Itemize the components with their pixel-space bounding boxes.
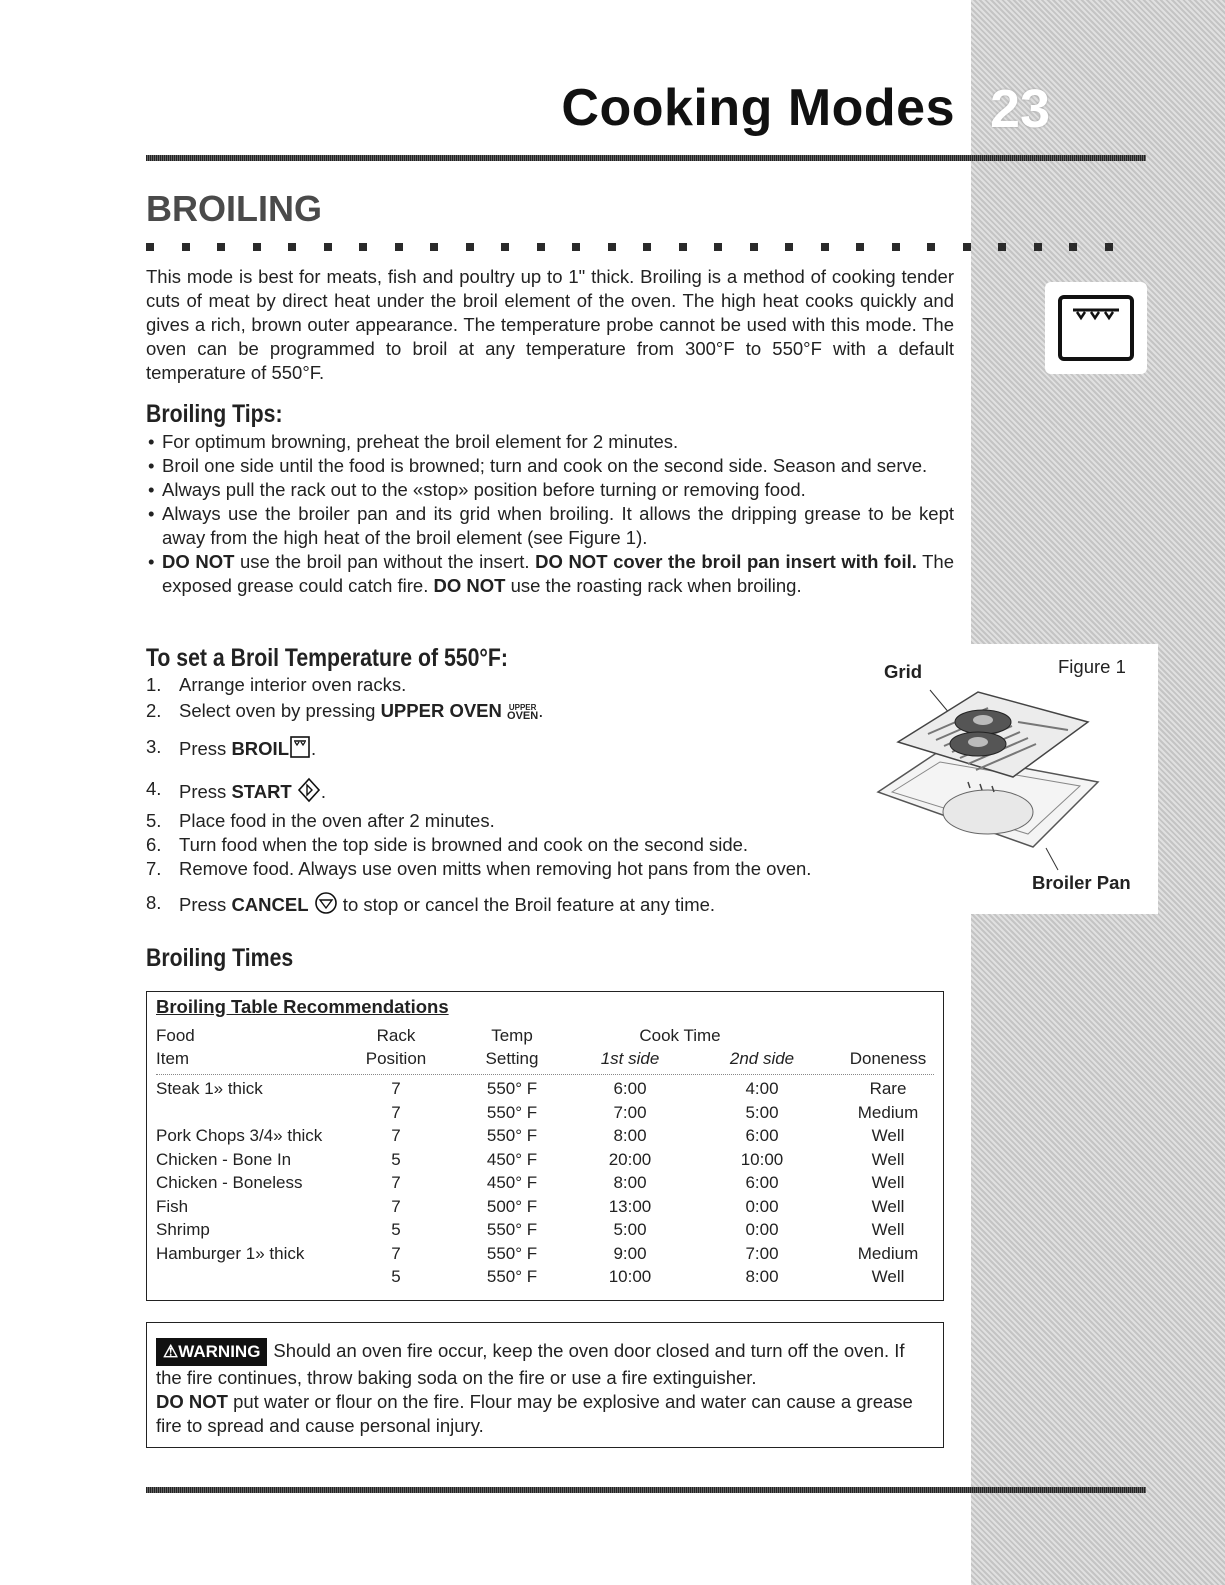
warning-badge — [156, 1338, 267, 1366]
figure-caption: Figure 1 — [1058, 656, 1126, 677]
table-cell-first: 7:00 — [613, 1102, 647, 1122]
page-title: Cooking Modes — [561, 79, 955, 137]
col-header-temp-2: Setting — [485, 1049, 539, 1068]
step-text: Place food in the oven after 2 minutes. — [179, 810, 495, 831]
table-cell-food: Shrimp — [156, 1220, 210, 1239]
table-cell-rack: 7 — [391, 1079, 401, 1098]
section-title: BROILING — [146, 188, 322, 229]
table-cell-second: 4:00 — [745, 1079, 779, 1098]
table-cell-temp: 550° F — [486, 1220, 538, 1239]
broil-icon — [289, 735, 311, 765]
table-cell-first: 6:00 — [613, 1079, 647, 1098]
table-cell-rack: 7 — [391, 1126, 401, 1145]
table-cell-first: 10:00 — [608, 1267, 652, 1286]
grid-label: Grid — [884, 661, 923, 682]
steps-heading: To set a Broil Temperature of 550°F: — [146, 644, 508, 672]
table-cell-food: Steak 1» thick — [156, 1079, 263, 1098]
table-cell-second: 8:00 — [745, 1267, 779, 1286]
tip-item: • Always use the broiler pan and its grid when broiling. It allows the dripping grease to be kept away from the high heat of the broil element (see Figure 1). — [146, 502, 954, 550]
table-cell-rack: 5 — [391, 1220, 401, 1239]
table-cell-first: 8:00 — [613, 1173, 647, 1192]
col-header-rack: Rack — [376, 1026, 416, 1045]
col-header-food: Food — [156, 1026, 195, 1045]
col-header-rack-2: Position — [365, 1049, 427, 1068]
step-text: Press — [179, 737, 232, 759]
table-cell-food: Chicken - Bone In — [156, 1149, 292, 1169]
step-key: BROIL — [231, 737, 289, 759]
col-header-temp: Temp — [491, 1026, 533, 1045]
table-cell-temp: 550° F — [486, 1126, 538, 1145]
col-header-first-side: 1st side — [600, 1049, 660, 1068]
table-cell-rack: 7 — [391, 1102, 401, 1122]
table-cell-rack: 5 — [391, 1149, 401, 1169]
table-cell-first: 9:00 — [613, 1243, 647, 1263]
warning-emphasis: DO NOT — [156, 1391, 228, 1412]
col-header-cook-time: Cook Time — [639, 1026, 721, 1045]
table-cell-second: 5:00 — [745, 1102, 779, 1122]
step-text: Press — [179, 780, 232, 802]
table-cell-temp: 550° F — [486, 1243, 538, 1263]
table-cell-done: Rare — [869, 1079, 907, 1098]
table-cell-rack: 7 — [391, 1243, 401, 1263]
table-cell-first: 13:00 — [608, 1196, 652, 1216]
tip-item: • Broil one side until the food is browned; turn and cook on the second side. Season and serve. — [146, 454, 954, 478]
step-item — [146, 735, 866, 765]
step-text: Remove food. Always use oven mitts when removing hot pans from the oven. — [179, 858, 812, 879]
intro-paragraph: This mode is best for meats, fish and poultry up to 1" thick. Broiling is a method of cooking tender cuts of meat by direct heat under the broil element of the oven. The high heat cooks quickly and gives a rich, brown outer appearance. The temperature probe cannot be used with this mode. The oven can be programmed to broil at any temperature from 300°F to 550°F with a default temperature of 550°F. — [146, 266, 954, 383]
step-item — [146, 833, 866, 857]
emphasis: DO NOT — [162, 551, 235, 572]
step-number: 1. — [146, 674, 162, 695]
table-cell-temp: 450° F — [486, 1173, 538, 1192]
step-item — [146, 777, 866, 809]
tip-item: • Always pull the rack out to the «stop» position before turning or removing food. — [146, 478, 954, 502]
warning-badge-label: WARNING — [178, 1342, 261, 1361]
table-header-divider — [156, 1074, 934, 1075]
step-key: UPPER OVEN — [380, 700, 502, 721]
table-cell-second: 6:00 — [745, 1173, 779, 1192]
upper-oven-key-icon — [507, 703, 538, 721]
table-cell-second: 6:00 — [745, 1126, 779, 1145]
step-text: . — [311, 737, 317, 759]
warning-triangle-icon: ⚠ — [163, 1342, 179, 1361]
col-header-food-2: Item — [156, 1049, 190, 1068]
broiler-pan-label: Broiler Pan — [1032, 872, 1131, 893]
start-icon — [297, 777, 321, 809]
header-rule — [146, 155, 1146, 161]
table-cell-food: Fish — [156, 1196, 189, 1216]
step-text: Press — [179, 893, 232, 915]
step-item — [146, 857, 866, 881]
dot-divider — [146, 243, 1146, 253]
step-text: Turn food when the top side is browned and cook on the second side. — [179, 834, 749, 855]
table-cell-done: Medium — [857, 1102, 919, 1122]
table-cell-done: Well — [871, 1220, 905, 1239]
tip-item: • For optimum browning, preheat the broil element for 2 minutes. — [146, 430, 954, 454]
step-number: 8. — [146, 892, 162, 913]
times-heading: Broiling Times — [146, 944, 294, 972]
table-cell-food: Pork Chops 3/4» thick — [156, 1126, 323, 1145]
table-cell-done: Well — [871, 1267, 905, 1286]
table-cell-temp: 550° F — [486, 1102, 538, 1122]
col-header-doneness: Doneness — [849, 1049, 927, 1068]
table-cell-food: Hamburger 1» thick — [156, 1243, 305, 1263]
tip-item-warning — [146, 550, 954, 598]
table-cell-done: Medium — [857, 1243, 919, 1263]
table-cell-done: Well — [871, 1173, 905, 1192]
table-cell-temp: 450° F — [486, 1149, 538, 1169]
table-cell-rack: 5 — [391, 1267, 401, 1286]
page-number: 23 — [990, 79, 1051, 139]
table-cell-temp: 550° F — [486, 1079, 538, 1098]
tip-text: use the broil pan without the insert. — [234, 551, 536, 572]
emphasis: DO NOT — [433, 575, 506, 596]
table-cell-done: Well — [871, 1149, 905, 1169]
step-item — [146, 891, 866, 921]
step-number: 5. — [146, 810, 162, 831]
step-item — [146, 699, 866, 723]
table-cell-temp: 500° F — [486, 1196, 538, 1216]
table-cell-second: 0:00 — [745, 1196, 779, 1216]
step-number: 3. — [146, 736, 162, 757]
step-number: 7. — [146, 858, 162, 879]
broiler-pan-illustration — [868, 672, 1128, 882]
footer-rule — [146, 1487, 1146, 1493]
cancel-icon — [314, 891, 338, 921]
broil-mode-icon — [1045, 282, 1147, 374]
key-top: UPPER — [508, 703, 537, 712]
table-cell-done: Well — [871, 1196, 905, 1216]
tip-text: The exposed grease could catch fire. — [162, 551, 954, 596]
step-item — [146, 673, 866, 697]
warning-text-2: put water or flour on the fire. Flour may be explosive and water can cause a grease fire to spread and cause personal injury. — [156, 1391, 913, 1436]
key-bottom: OVEN — [507, 710, 539, 722]
step-text: to stop or cancel the Broil feature at any time. — [337, 893, 716, 915]
table-cell-first: 8:00 — [613, 1126, 647, 1145]
step-number: 4. — [146, 778, 162, 799]
steps-list — [146, 673, 866, 921]
step-number: 6. — [146, 834, 162, 855]
table-cell-rack: 7 — [391, 1173, 401, 1192]
table-cell-first: 20:00 — [608, 1149, 652, 1169]
step-number: 2. — [146, 700, 162, 721]
step-key: START — [231, 780, 292, 802]
table-cell-food: Chicken - Boneless — [156, 1173, 303, 1192]
table-cell-second: 7:00 — [745, 1243, 779, 1263]
step-key: CANCEL — [231, 893, 309, 915]
tips-list — [146, 430, 954, 598]
tip-text: use the roasting rack when broiling. — [505, 575, 802, 596]
emphasis: DO NOT cover the broil pan insert with foil. — [535, 551, 917, 572]
warning-text — [156, 1338, 926, 1438]
table-cell-first: 5:00 — [613, 1220, 647, 1239]
step-item — [146, 809, 866, 833]
step-text: Select oven by pressing — [179, 700, 381, 721]
step-text: Arrange interior oven racks. — [179, 674, 407, 695]
tips-heading: Broiling Tips: — [146, 400, 283, 428]
table-cell-temp: 550° F — [486, 1267, 538, 1286]
table-cell-second: 10:00 — [740, 1149, 784, 1169]
warning-text-1: Should an oven fire occur, keep the oven door closed and turn off the oven. If the fire continues, throw baking soda on the fire or use a fire extinguisher. — [156, 1340, 905, 1388]
step-text: . — [538, 700, 544, 721]
table-cell-rack: 7 — [391, 1196, 401, 1216]
step-text: . — [320, 780, 327, 802]
table-cell-second: 0:00 — [745, 1220, 779, 1239]
table-cell-done: Well — [871, 1126, 905, 1145]
col-header-second-side: 2nd side — [729, 1049, 795, 1068]
table-title: Broiling Table Recommendations — [156, 996, 449, 1017]
